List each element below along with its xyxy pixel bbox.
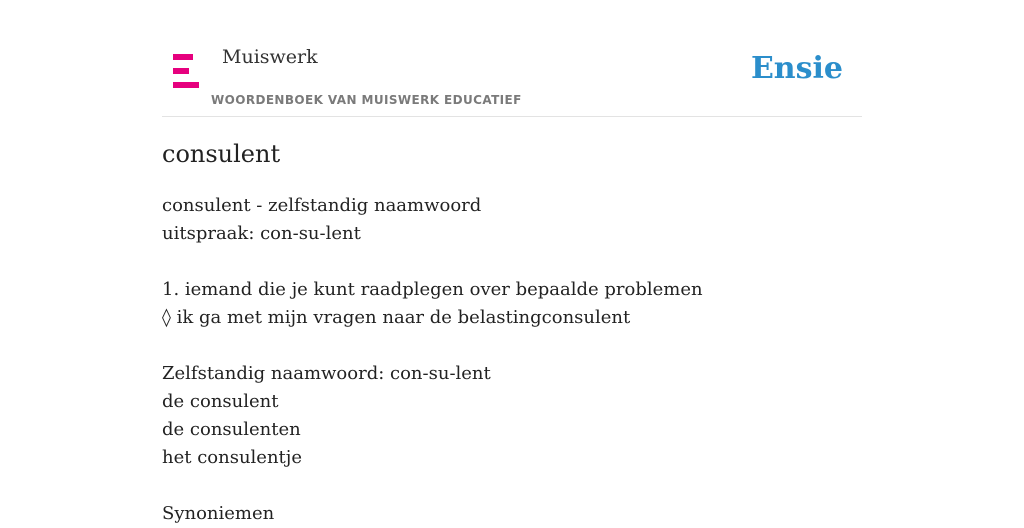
ensie-logo-link[interactable]: Ensie <box>750 51 843 86</box>
entry-content <box>162 138 862 528</box>
spacer <box>162 332 862 360</box>
form-singular: de consulent <box>162 391 279 412</box>
brand-subtitle: WOORDENBOEK VAN MUISWERK EDUCATIEF <box>211 93 522 107</box>
inflection-heading: Zelfstandig naamwoord: con-su-lent <box>162 363 491 384</box>
site-header <box>162 0 862 117</box>
logo-bar-middle <box>173 68 189 74</box>
logo-bar-bottom <box>173 82 199 88</box>
form-plural: de consulenten <box>162 419 301 440</box>
entry-body <box>162 192 862 528</box>
muiswerk-logo-icon[interactable] <box>173 54 199 88</box>
form-diminutive: het consulentje <box>162 447 303 468</box>
pronunciation-line: uitspraak: con-su-lent <box>162 223 361 244</box>
definition-line: 1. iemand die je kunt raadplegen over bepaalde problemen <box>162 279 703 300</box>
brand-name[interactable]: Muiswerk <box>222 46 318 68</box>
logo-bar-top <box>173 54 193 60</box>
page-title: consulent <box>162 140 281 168</box>
spacer <box>162 472 862 500</box>
synonyms-heading: Synoniemen <box>162 503 275 524</box>
example-line: ◊ ik ga met mijn vragen naar de belastingconsulent <box>162 307 631 328</box>
spacer <box>162 248 862 276</box>
word-class-line: consulent - zelfstandig naamwoord <box>162 195 482 216</box>
